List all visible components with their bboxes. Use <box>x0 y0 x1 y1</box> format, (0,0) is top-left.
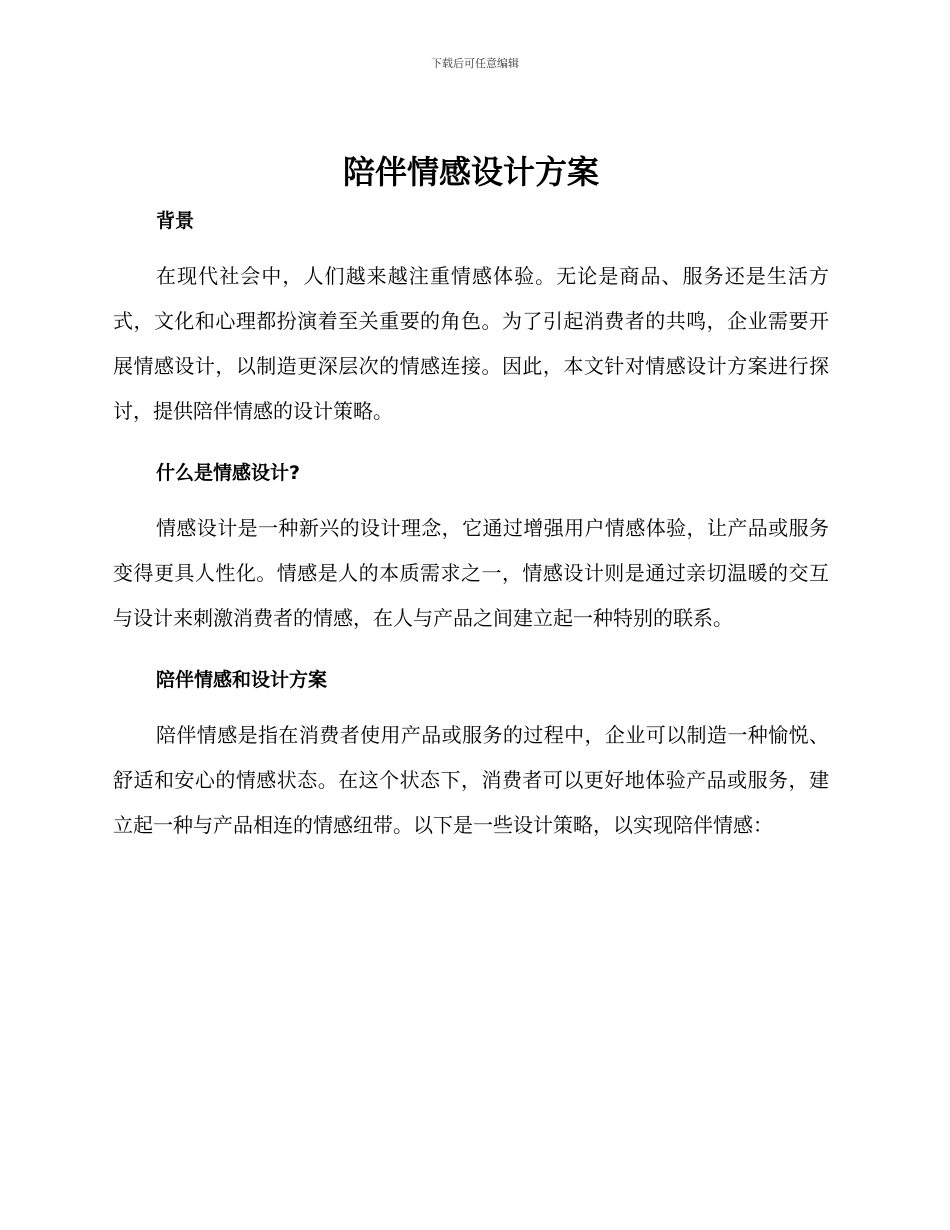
section-paragraph: 在现代社会中，人们越来越注重情感体验。无论是商品、服务还是生活方式，文化和心理都扮演着至关重要的角色。为了引起消费者的共鸣，企业需要开展情感设计，以制造更深层次的情感连接。因此，本文针对情感设计方案进行探讨，提供陪伴情感的设计策略。 <box>113 264 829 423</box>
section-what-is-emotional-design <box>113 458 829 488</box>
document-body <box>113 148 829 848</box>
section-paragraph: 情感设计是一种新兴的设计理念，它通过增强用户情感体验，让产品或服务变得更具人性化。情感是人的本质需求之一，情感设计则是通过亲切温暖的交互与设计来刺激消费者的情感，在人与产品之间建立起一种特别的联系。 <box>113 516 829 630</box>
section-companionship-design <box>113 665 829 695</box>
section-heading: 陪伴情感和设计方案 <box>156 669 328 691</box>
section-paragraph: 陪伴情感是指在消费者使用产品或服务的过程中，企业可以制造一种愉悦、舒适和安心的情感状态。在这个状态下，消费者可以更好地体验产品或服务，建立起一种与产品相连的情感纽带。以下是一些设计策略，以实现陪伴情感： <box>113 723 829 837</box>
section-background <box>113 206 829 236</box>
page-header-note: 下载后可任意编辑 <box>431 57 519 70</box>
section-heading: 背景 <box>156 210 195 232</box>
document-title: 陪伴情感设计方案 <box>342 153 599 191</box>
section-heading: 什么是情感设计? <box>156 462 301 484</box>
